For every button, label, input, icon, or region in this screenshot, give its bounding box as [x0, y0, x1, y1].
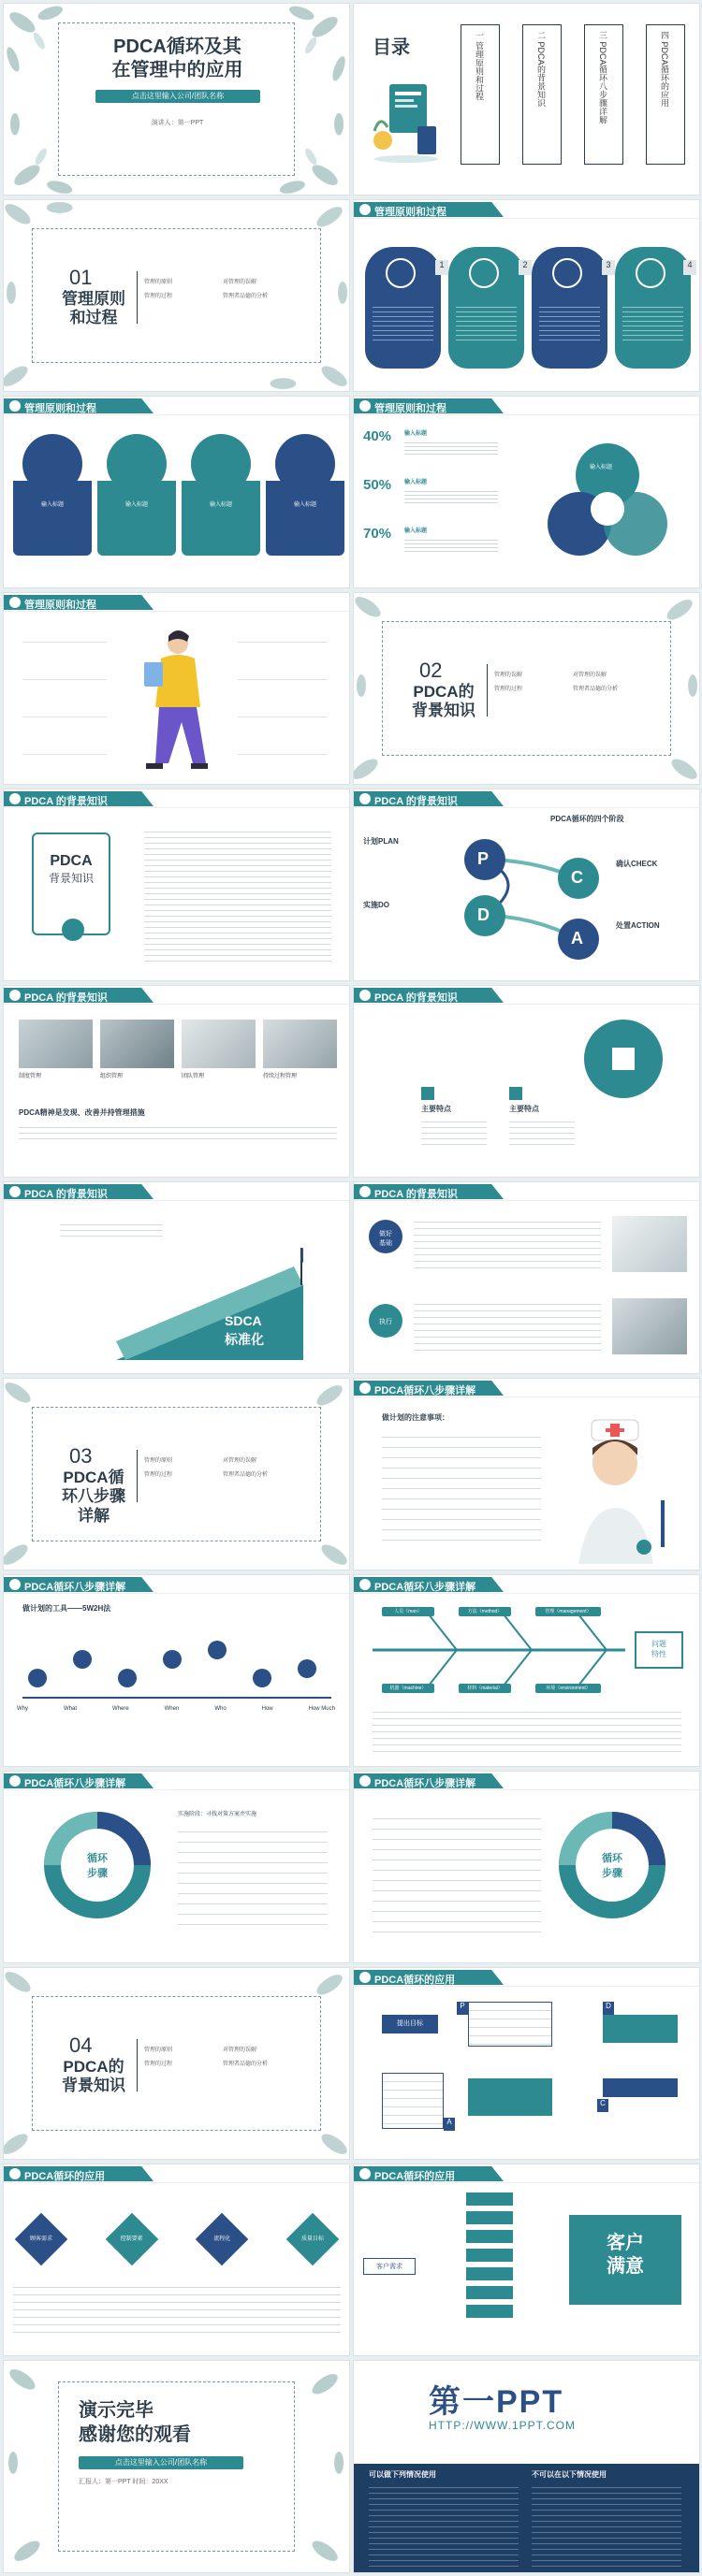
- w-labels: [17, 1706, 335, 1712]
- header-icon: [9, 1186, 21, 1197]
- sdca-text: [60, 1220, 163, 1238]
- tab-number: 4: [683, 260, 696, 275]
- photo-image: [19, 1020, 93, 1068]
- mgmt-tab-1[interactable]: [365, 247, 445, 369]
- flow-start: 提出目标: [382, 2015, 438, 2033]
- section-divider: [137, 2039, 138, 2091]
- slide-section-04[interactable]: [3, 1967, 350, 2160]
- cover-subtitle: 点击这里输入公司/团队名称: [95, 90, 260, 103]
- photo-label: 持续过程管理: [263, 1074, 298, 1079]
- location-icon: [469, 258, 499, 288]
- section-item[interactable]: 管理的过程: [144, 294, 173, 299]
- section-item[interactable]: 管理的原则: [144, 1458, 173, 1464]
- header-icon: [359, 1972, 371, 1983]
- percent-label: 输入标题: [404, 480, 428, 485]
- photo-card[interactable]: [263, 1020, 337, 1085]
- tab-body-text: [373, 303, 433, 340]
- circle-cards: [13, 434, 341, 574]
- slide-header-title: PDCA循环的应用: [374, 2171, 456, 2182]
- slide-section-03[interactable]: [3, 1378, 350, 1570]
- section-title: PDCA的背景知识: [62, 2058, 125, 2095]
- fishbone-text: [373, 1706, 681, 1753]
- text-lines: [404, 440, 498, 455]
- fish-head: 问题 特性: [635, 1631, 683, 1669]
- header-icon: [359, 204, 371, 215]
- fish-label: 环境（environment）: [535, 1684, 601, 1693]
- flow-letter: D: [603, 2002, 614, 2015]
- flow-box: [603, 2078, 678, 2097]
- promo-url[interactable]: HTTP://WWW.1PPT.COM: [429, 2419, 576, 2432]
- section-divider: [487, 664, 488, 716]
- pdca-card-title: PDCA: [50, 853, 93, 869]
- section-title: PDCA循环八步骤详解: [62, 1469, 125, 1525]
- slide-section-01[interactable]: [3, 199, 350, 392]
- diamond-label: 质量目标: [300, 2236, 324, 2242]
- cart-icon: [552, 258, 582, 288]
- photo-label: 制度管理: [19, 1074, 42, 1079]
- requirement-stack: [466, 2192, 513, 2329]
- timeline-icons: [17, 1637, 335, 1693]
- slide-header-title: PDCA 的背景知识: [24, 1189, 108, 1200]
- flow-box: [468, 2002, 552, 2047]
- w-label: What: [63, 1706, 77, 1712]
- toc-item-2[interactable]: 二 PDCA的背景知识: [522, 24, 562, 165]
- header-icon: [359, 1186, 371, 1197]
- section-item[interactable]: 管理者品德的分析: [223, 2062, 269, 2067]
- slide-app-customer[interactable]: [353, 2164, 700, 2356]
- star-icon: [612, 1048, 635, 1070]
- header-icon: [359, 2168, 371, 2179]
- header-icon: [9, 400, 21, 412]
- section-item[interactable]: 管理的原则: [144, 2048, 173, 2053]
- person-illustration: [135, 627, 219, 776]
- section-number: 03: [69, 1444, 93, 1468]
- photo-image: [100, 1020, 174, 1068]
- diamond-text: [13, 2280, 341, 2337]
- slide-header: [354, 1772, 699, 1790]
- toc-item-4[interactable]: 四 PDCA循环的应用: [646, 24, 685, 165]
- toc-title: 目录: [373, 37, 410, 58]
- section-item[interactable]: 管理的过程: [494, 687, 523, 692]
- section-item[interactable]: 对管理的误解: [223, 280, 257, 285]
- slide-bg-sdca[interactable]: [3, 1181, 350, 1374]
- percent-value: 40%: [363, 428, 392, 444]
- slide-bg-points[interactable]: [353, 985, 700, 1178]
- photo-row: [19, 1020, 337, 1085]
- slide-ending[interactable]: [3, 2360, 350, 2573]
- header-icon: [9, 2168, 21, 2179]
- node-letter-p: P: [477, 849, 490, 868]
- circle-card-body: [13, 481, 92, 556]
- slide-bg-pdca[interactable]: [3, 789, 350, 981]
- slide-mgmt-figure[interactable]: [3, 592, 350, 785]
- w-label: Who: [214, 1706, 227, 1712]
- pdca-card: [32, 832, 110, 935]
- header-icon: [9, 1579, 21, 1590]
- fish-label: 材料（material）: [459, 1684, 511, 1693]
- slide-header: [354, 397, 699, 415]
- point-icon: [509, 1087, 522, 1100]
- toc-items: [461, 24, 685, 174]
- loop-label: 循环 步骤: [87, 1853, 108, 1879]
- slide-header-title: 管理原则和过程: [24, 600, 96, 611]
- section-item[interactable]: 管理者品德的分析: [223, 294, 269, 299]
- diamond[interactable]: [13, 2211, 69, 2267]
- loop-ring: [556, 1809, 668, 1921]
- percent-value: 50%: [363, 477, 392, 493]
- slide-bg-photos[interactable]: [3, 985, 350, 1178]
- phase-do: 实施DO: [363, 901, 389, 909]
- loop-item-title: 实施阶段：寻找对策方案并实施: [178, 1812, 257, 1817]
- slide-eight-loop-2[interactable]: [353, 1771, 700, 1963]
- slide-header-title: PDCA循环的应用: [24, 2171, 106, 2182]
- node-letter-a: A: [571, 929, 583, 948]
- promo-left-title: 可以做下列情况使用: [369, 2470, 436, 2479]
- circle-card-body: [182, 481, 260, 556]
- section-number: 01: [69, 266, 93, 289]
- mgmt-tab-3[interactable]: [532, 247, 611, 369]
- text-lines: [404, 488, 498, 503]
- node-letter-c: C: [571, 868, 583, 887]
- header-icon: [359, 1579, 371, 1590]
- section-number: 02: [419, 658, 443, 682]
- phase-action: 处置ACTION: [616, 921, 660, 930]
- circle-card[interactable]: [13, 434, 88, 574]
- slide-header: [354, 1968, 699, 1987]
- upload-icon: [386, 258, 416, 288]
- tab-number: 2: [519, 260, 532, 275]
- timeline-line: [22, 1697, 331, 1699]
- cover-presenter: 演讲人：第一PPT: [151, 120, 204, 126]
- diamond-label: 顾客需求: [29, 2236, 52, 2242]
- 5w2h-title: 做计划的工具——5W2H法: [22, 1604, 111, 1613]
- fishbone: [373, 1603, 653, 1697]
- toc-illustration: [369, 75, 446, 165]
- slide-header: [354, 986, 699, 1005]
- percent-label: 输入标题: [404, 431, 428, 437]
- slide-header-title: PDCA 的背景知识: [24, 796, 108, 807]
- mgmt-tab-row: [365, 247, 691, 369]
- nurse-illustration: [550, 1407, 681, 1566]
- slide-header: [354, 200, 699, 219]
- w-label: When: [164, 1706, 180, 1712]
- tab-body-text: [539, 303, 600, 340]
- execute-photo: [612, 1298, 687, 1354]
- ending-presenter: 汇报人：第一PPT 时间：20XX: [79, 2479, 168, 2485]
- slide-header-title: PDCA循环八步骤详解: [24, 1582, 126, 1593]
- slide-app-flow[interactable]: [353, 1967, 700, 2160]
- slide-mgmt-circles[interactable]: [3, 396, 350, 588]
- card-title: 输入标题: [124, 502, 148, 508]
- slide-header-title: PDCA循环的应用: [374, 1975, 456, 1986]
- slide-mgmt-percent[interactable]: [353, 396, 700, 588]
- plan-list: [382, 1427, 541, 1549]
- w-label: How Much: [308, 1706, 335, 1712]
- header-icon: [9, 1775, 21, 1787]
- right-notes: [238, 630, 328, 761]
- pdca-card-sub: 背景知识: [48, 872, 94, 885]
- pdca-text-block: [144, 827, 331, 963]
- toc-item-1[interactable]: 一 管理原则和过程: [461, 24, 500, 165]
- diamond[interactable]: [285, 2211, 341, 2267]
- card-title: 输入标题: [209, 502, 232, 508]
- slide-header: [4, 1182, 349, 1201]
- section-item[interactable]: 管理者品德的分析: [223, 1472, 269, 1478]
- photo-image: [263, 1020, 337, 1068]
- slide-eight-loop-1[interactable]: [3, 1771, 350, 1963]
- slide-header: [4, 1575, 349, 1594]
- cover-title-line1: PDCA循环及其: [113, 36, 241, 57]
- fish-label: 机器（machine）: [382, 1684, 434, 1693]
- ending-title: [79, 2398, 191, 2447]
- slide-promo[interactable]: [353, 2360, 700, 2573]
- node-letter-d: D: [477, 905, 490, 924]
- cover-title-line2: 在管理中的应用: [111, 60, 243, 80]
- sdca-standard: 标准化: [225, 1332, 264, 1347]
- w-label: How: [261, 1706, 273, 1712]
- header-icon: [359, 400, 371, 412]
- slide-header: [4, 986, 349, 1005]
- plan-tool-title: 做计划的注意事项：: [382, 1413, 449, 1422]
- fish-label: 方法（method）: [459, 1607, 511, 1616]
- toc-item-3[interactable]: 三 PDCA循环八步骤详解: [584, 24, 623, 165]
- phase-plan: 计划PLAN: [363, 837, 399, 846]
- circle-card-body: [97, 481, 176, 556]
- left-notes: [22, 630, 107, 761]
- photo-card[interactable]: [100, 1020, 174, 1085]
- sdca-label: SDCA: [225, 1313, 262, 1328]
- slide-header-title: 管理原则和过程: [374, 403, 446, 414]
- section-title: 管理原则和过程: [62, 290, 125, 327]
- point-icon: [421, 1087, 434, 1100]
- sdca-ramp: [116, 1248, 303, 1360]
- ending-subtitle: 点击这里输入公司/团队名称: [79, 2456, 243, 2469]
- slide-bg-execute[interactable]: [353, 1181, 700, 1374]
- percent-label: 输入标题: [404, 528, 428, 534]
- w-label: Why: [17, 1706, 28, 1712]
- diamond-label: 流程化: [213, 2236, 231, 2242]
- tab-body-text: [622, 303, 683, 340]
- promo-top: [354, 2361, 699, 2464]
- side-label: 做好 基础: [369, 1220, 402, 1253]
- slide-header-title: 管理原则和过程: [374, 207, 446, 218]
- point-title: 主要特点: [421, 1105, 451, 1113]
- phase-check: 确认CHECK: [616, 860, 658, 868]
- section-item[interactable]: 管理的误解: [494, 673, 523, 678]
- sdca-continuous: 持续改进: [128, 1288, 172, 1314]
- customer-satisfaction: 客户 满意: [569, 2215, 681, 2305]
- header-icon: [359, 1775, 371, 1787]
- circle-card-body: [266, 481, 344, 556]
- slide-header: [354, 789, 699, 808]
- ending-line2: 感谢您的观看: [79, 2424, 191, 2445]
- people-icon: [62, 919, 84, 941]
- slide-eight-fishbone[interactable]: [353, 1574, 700, 1767]
- card-title: 输入标题: [40, 502, 64, 508]
- diamond[interactable]: [194, 2211, 250, 2267]
- section-item[interactable]: 管理的过程: [144, 1472, 173, 1478]
- mgmt-tab-2[interactable]: [448, 247, 528, 369]
- point-text: [509, 1117, 575, 1145]
- header-icon: [9, 990, 21, 1001]
- section-list: [144, 2045, 301, 2073]
- slide-header: [4, 593, 349, 612]
- fish-label: 人员（man）: [382, 1607, 434, 1616]
- photo-label: 组织管理: [100, 1074, 124, 1079]
- section-item[interactable]: 管理的原则: [144, 280, 173, 285]
- flow-box: [468, 2078, 552, 2116]
- section-item[interactable]: 对管理的误解: [223, 2048, 257, 2053]
- slide-app-diamonds[interactable]: [3, 2164, 350, 2356]
- slide-header-title: 管理原则和过程: [24, 403, 96, 414]
- slide-header-title: PDCA循环八步骤详解: [374, 1582, 476, 1593]
- flow-letter: A: [444, 2118, 455, 2131]
- pencil-icon: [636, 258, 665, 288]
- slide-header-title: PDCA 的背景知识: [374, 1189, 458, 1200]
- card-title: 输入标题: [293, 502, 316, 508]
- slide-header: [4, 2164, 349, 2183]
- fish-label: 管理（management）: [535, 1607, 601, 1616]
- cycle-title: PDCA循环的四个阶段: [550, 815, 624, 823]
- slide-header-title: PDCA 的背景知识: [24, 992, 108, 1004]
- photo-label: 团队管理: [182, 1074, 205, 1079]
- slide-header: [354, 1182, 699, 1201]
- photo-text: [19, 1122, 337, 1139]
- w-label: Where: [111, 1706, 129, 1712]
- slide-header: [4, 789, 349, 808]
- circle-card[interactable]: [97, 434, 172, 574]
- diamond-row: [13, 2211, 341, 2267]
- pdca-nodes: [457, 827, 607, 967]
- slide-header: [354, 1379, 699, 1397]
- section-number: 04: [69, 2033, 93, 2057]
- slide-bg-phases[interactable]: [353, 789, 700, 981]
- diamond-label: 控制要素: [120, 2236, 143, 2242]
- customer-requirement: 客户需求: [363, 2258, 416, 2275]
- promo-right-list: [532, 2482, 681, 2567]
- section-list: [144, 1455, 301, 1483]
- circle-card[interactable]: [182, 434, 256, 574]
- promo-right-title: 不可以在以下情况使用: [532, 2470, 607, 2479]
- section-divider: [137, 271, 138, 324]
- slide-mgmt-tabs[interactable]: [353, 199, 700, 392]
- slide-header: [4, 1772, 349, 1790]
- slide-header: [354, 1575, 699, 1594]
- percent-value: 70%: [363, 526, 392, 542]
- venn-label: 输入标题: [590, 465, 613, 470]
- slide-eight-5w2h[interactable]: [3, 1574, 350, 1767]
- promo-left-list: [369, 2482, 519, 2567]
- section-list: [144, 277, 301, 305]
- point-text: [421, 1117, 487, 1145]
- promo-brand: 第一PPT: [429, 2384, 564, 2420]
- loop-text: [178, 1822, 328, 1934]
- slide-header-title: PDCA 的背景知识: [374, 796, 458, 807]
- execute-photo: [612, 1216, 687, 1272]
- flow-letter: P: [457, 2002, 468, 2015]
- circle-card[interactable]: [266, 434, 341, 574]
- slide-header: [4, 397, 349, 415]
- slide-header-title: PDCA循环八步骤详解: [24, 1778, 126, 1789]
- slide-section-02[interactable]: [353, 592, 700, 785]
- photo-image: [182, 1020, 256, 1068]
- tab-number: 1: [435, 260, 448, 275]
- diamond[interactable]: [104, 2211, 160, 2267]
- photo-card[interactable]: [19, 1020, 93, 1085]
- execute-text: [414, 1298, 601, 1354]
- section-item[interactable]: 管理者品德的分析: [573, 687, 619, 692]
- ending-line1: 演示完毕: [79, 2400, 154, 2421]
- loop-label: 循环 步骤: [602, 1853, 622, 1879]
- loop-ring: [41, 1809, 154, 1921]
- slide-header-title: PDCA 的背景知识: [374, 992, 458, 1004]
- promo-bottom: [354, 2464, 699, 2573]
- loop-text: [373, 1809, 541, 1940]
- header-icon: [359, 793, 371, 804]
- tab-number: 3: [602, 260, 615, 275]
- side-label: 执行: [369, 1304, 402, 1338]
- slide-toc[interactable]: [353, 3, 700, 195]
- section-item[interactable]: 对管理的误解: [573, 673, 607, 678]
- header-icon: [9, 793, 21, 804]
- section-list: [494, 670, 651, 698]
- cover-title: [69, 36, 285, 82]
- text-lines: [404, 537, 498, 552]
- flow-box: [603, 2015, 678, 2043]
- venn-diagram: [537, 438, 678, 569]
- slide-cover[interactable]: [3, 3, 350, 195]
- section-divider: [137, 1450, 138, 1502]
- section-item[interactable]: 对管理的误解: [223, 1458, 257, 1464]
- flow-box: [382, 2073, 444, 2129]
- section-title: PDCA的背景知识: [412, 683, 475, 720]
- slide-header: [354, 2164, 699, 2183]
- slide-eight-plan[interactable]: [353, 1378, 700, 1570]
- photo-card[interactable]: [182, 1020, 256, 1085]
- photo-section-heading: PDCA精神是发现、改善并持管理措施: [19, 1108, 145, 1117]
- header-icon: [359, 990, 371, 1001]
- flow-letter: C: [597, 2099, 608, 2112]
- section-item[interactable]: 管理的过程: [144, 2062, 173, 2067]
- slide-header-title: PDCA循环八步骤详解: [374, 1385, 476, 1397]
- tab-body-text: [456, 303, 517, 340]
- header-icon: [9, 597, 21, 608]
- point-title: 主要特点: [509, 1105, 539, 1113]
- mgmt-tab-4[interactable]: [615, 247, 691, 369]
- header-icon: [359, 1382, 371, 1394]
- slide-header-title: PDCA循环八步骤详解: [374, 1778, 476, 1789]
- execute-text: [414, 1216, 601, 1272]
